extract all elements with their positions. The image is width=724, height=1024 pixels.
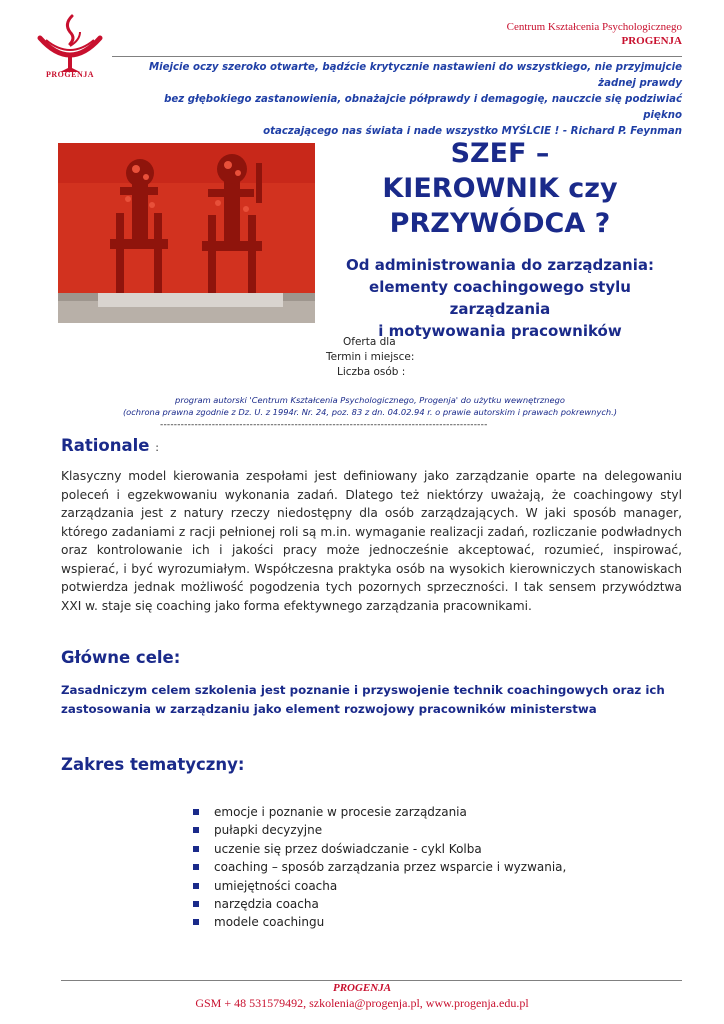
- quote-line-3: otaczającego nas świata i nade wszystko MYŚLCIE ! - Richard P. Feynman: [263, 126, 682, 137]
- bullet-icon: [193, 901, 199, 907]
- bullet-icon: [193, 809, 199, 815]
- sculpture-photo: [58, 143, 315, 323]
- list-item: modele coachingu: [190, 913, 566, 931]
- header-brand: PROGENJA: [621, 35, 682, 47]
- bullet-icon: [193, 919, 199, 925]
- goals-heading: Główne cele:: [61, 648, 181, 667]
- document-subtitle: [320, 254, 680, 342]
- subtitle-line-3: i motywowania pracowników: [378, 322, 622, 340]
- title-line-2: KIEROWNIK czy: [382, 173, 618, 204]
- dashed-divider: -----------------------------------------------------------------------------------------------: [160, 420, 488, 430]
- rationale-heading-colon: :: [155, 441, 159, 454]
- title-line-3: PRZYWÓDCA ?: [389, 208, 611, 239]
- header-organization: Centrum Kształcenia Psychologicznego: [506, 21, 682, 33]
- rationale-heading: [61, 436, 159, 455]
- list-item: coaching – sposób zarządzania przez wsparcie i wyzwania,: [190, 858, 566, 876]
- list-item: uczenie się przez doświadczanie - cykl Kolba: [190, 840, 566, 858]
- rationale-text: Klasyczny model kierowania zespołami jest definiowany jako zarządzanie oparte na delegowaniu poleceń i egzekwowaniu wykonania zadań. Dlatego też niektórzy uważają, że coachingowy styl zarządzania jest z natury rzeczy niedostępny dla osób zarządzających. W jaki sposób manager, którego zadaniami z racji pełnionej roli są m.in. wymaganie realizacji zadań, rozliczanie podwładnych oraz kontrolowanie ich i jakości pracy może jednocześnie akceptować, rozumieć, inspirować, wspierać, i być wyrozumiałym. Współczesna praktyka osób na wysokich kierowniczych stanowiskach potwierdza jednak możliwość pogodzenia tych pozornych sprzeczności. I tak sensem przywództwa XXI w. staje się coaching jako forma efektywnego zarządzania pracownikami.: [61, 469, 682, 613]
- logo-text: PROGENJA: [46, 70, 94, 79]
- subtitle-line-2: elementy coachingowego stylu zarządzania: [369, 278, 631, 318]
- footer-brand: PROGENJA: [332, 982, 392, 994]
- author-note-1: program autorski 'Centrum Kształcenia Psychologicznego, Progenja' do użytku wewnętrznego: [175, 395, 565, 405]
- bullet-icon: [193, 864, 199, 870]
- offer-date-place: Termin i miejsce:: [326, 351, 415, 363]
- bullet-icon: [193, 883, 199, 889]
- list-item: narzędzia coacha: [190, 895, 566, 913]
- quote-line-1: Miejcie oczy szeroko otwarte, bądźcie krytycznie nastawieni do wszystkiego, nie przyjmujcie żadnej prawdy: [148, 62, 682, 89]
- feynman-quote: [126, 60, 682, 140]
- list-item: pułapki decyzyjne: [190, 821, 566, 839]
- quote-line-2: bez głębokiego zastanowienia, obnażajcie półprawdy i demagogię, nauczcie się podziwiać piękno: [164, 94, 682, 121]
- author-note-2: (ochrona prawna zgodnie z Dz. U. z 1994r. Nr. 24, poz. 83 z dn. 04.02.94 r. o prawie autorskim i prawach pokrewnych.): [122, 407, 618, 417]
- footer-contact: GSM + 48 531579492, szkolenia@progenja.pl, www.progenja.edu.pl: [195, 996, 529, 1010]
- header-divider: [112, 56, 682, 57]
- footer-divider: [61, 980, 682, 981]
- bullet-icon: [193, 827, 199, 833]
- bullet-icon: [193, 846, 199, 852]
- title-line-1: SZEF –: [450, 138, 550, 169]
- list-item: emocje i poznanie w procesie zarządzania: [190, 803, 566, 821]
- scope-heading: Zakres tematyczny:: [61, 755, 245, 774]
- document-title: [340, 136, 660, 241]
- offer-for: Oferta dla: [343, 336, 396, 348]
- goals-text: Zasadniczym celem szkolenia jest poznanie i przyswojenie technik coachingowych oraz ich zastosowania w zarządzaniu jako element rozwojowy pracowników ministerstwa: [61, 683, 665, 716]
- scope-list: [190, 803, 566, 932]
- rationale-heading-text: Rationale: [61, 436, 150, 455]
- offer-count: Liczba osób :: [337, 366, 406, 378]
- list-item: umiejętności coacha: [190, 877, 566, 895]
- subtitle-line-1: Od administrowania do zarządzania:: [345, 256, 654, 274]
